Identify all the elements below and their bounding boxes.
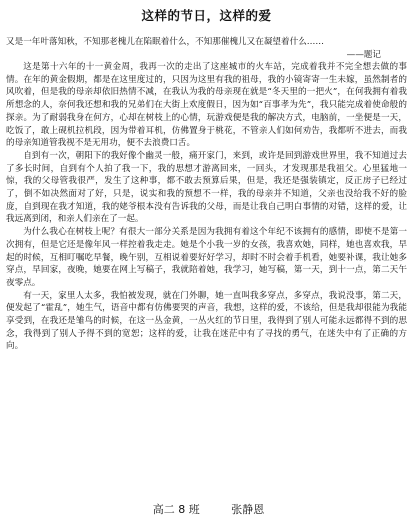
- epigraph-text: 又是一年叶落知秋，不知那老槐儿在陷眠着什么，不知那催槐儿又在凝望着什么……: [6, 37, 324, 47]
- essay-paragraph-2: 自到有一次，朝阳下的我好像个幽灵一般，痛开家门，来到，或许是回到游戏世界里，我不知道过去了多长时间，自到有个人拍了我一下，我的思想才游离回来，一回头，才发现那是我祖父。心里猛地一惊，我的父母管我很严，发生了这种事，都不敢去预算后果，但是，我还是强装镇定，反正房子已经过了，倒不如决然面对了好，只是，说实和我的预想不一样，我的母亲并不知道，父亲也没给我不好的脸庞，自到现在我才知道，我的姥爷根本没有告诉我的父母，而是让我自己明白事情的对错，这样的爱，让我远离到闭，和亲人们亲在了一起。: [6, 150, 407, 225]
- essay-paragraph-4: 有一天，家里人太多，我怕被发现，就在门外聊，她一直叫我多穿点，多穿点，我说没事，第二天，便发起了“霍乱”，她生气，语音中都有仿佛要哭的声音，我想，这样的爱，不该给，但是我却很能为我能享受到，在我还是雏鸟的时候，在这一丛金黄，一丛火红的节日里，我得到了别人可能永远都得不到的思念，我得到了别人予得不到的宽恕；这样的爱，让我在迷茫中有了寻找的勇气，在迷失中有了正确的方向。: [6, 290, 407, 352]
- essay-paragraph-1: 这是第十六年的十一黄金周，我再一次的走出了这座城市的火车站，完成着我并不完全想去做的事情。在年的黄金假期，都是在这里度过的，只因为这里有我的祖母，我的小镜寄寄一生未嫁，虽然制者的风吹着，但是我的母亲却依旧热情不减，在我认为我的母亲现在就是“冬天里的一把火”，在何我拥有着我所想念的人，奈何我还想和我的兄弟们在大街上欢度假日，因为如“百事孝为先”，我只能完成着使命般的探亲。为了耐弱我身在何方，心却在树枝上的心情，玩游戏便是我的解决方式，电脑前，一坐便是一天，吃饭了，敢上砚机拉机段，因为带着耳机，仿佛置身于桃花，不管亲人们如何劝告，我都听不进去，而我的母亲知道管我视不是无用功，便不去浪费口舌。: [6, 62, 407, 149]
- author-signature: [0, 503, 417, 517]
- essay-paragraph-3: 为什么我心在树枝上呢？有很大一部分关系是因为我拥有着这个年纪不该拥有的感情，即使不是第一次拥有，但是它还是像年风一样控着我走走。她是个小我一岁的女孩，我喜欢她，同样，她也喜欢我，早起的时候，互相叮嘱吃早餐，晚午别，互相说着要好好学习，却时不时会着手机看，她要补课，我让她多穿点，早回家，夜晚，她要在网上写稿子，我就陪着她，我学习，她写稿，第一天，到十一点，第二天午夜零点。: [6, 227, 407, 288]
- epigraph-sign: ——题记: [346, 49, 381, 60]
- author-class: 高二 8 班: [152, 503, 200, 516]
- essay-title: 这样的节日，这样的爱: [141, 8, 272, 23]
- author-name: 张静恩: [231, 503, 265, 516]
